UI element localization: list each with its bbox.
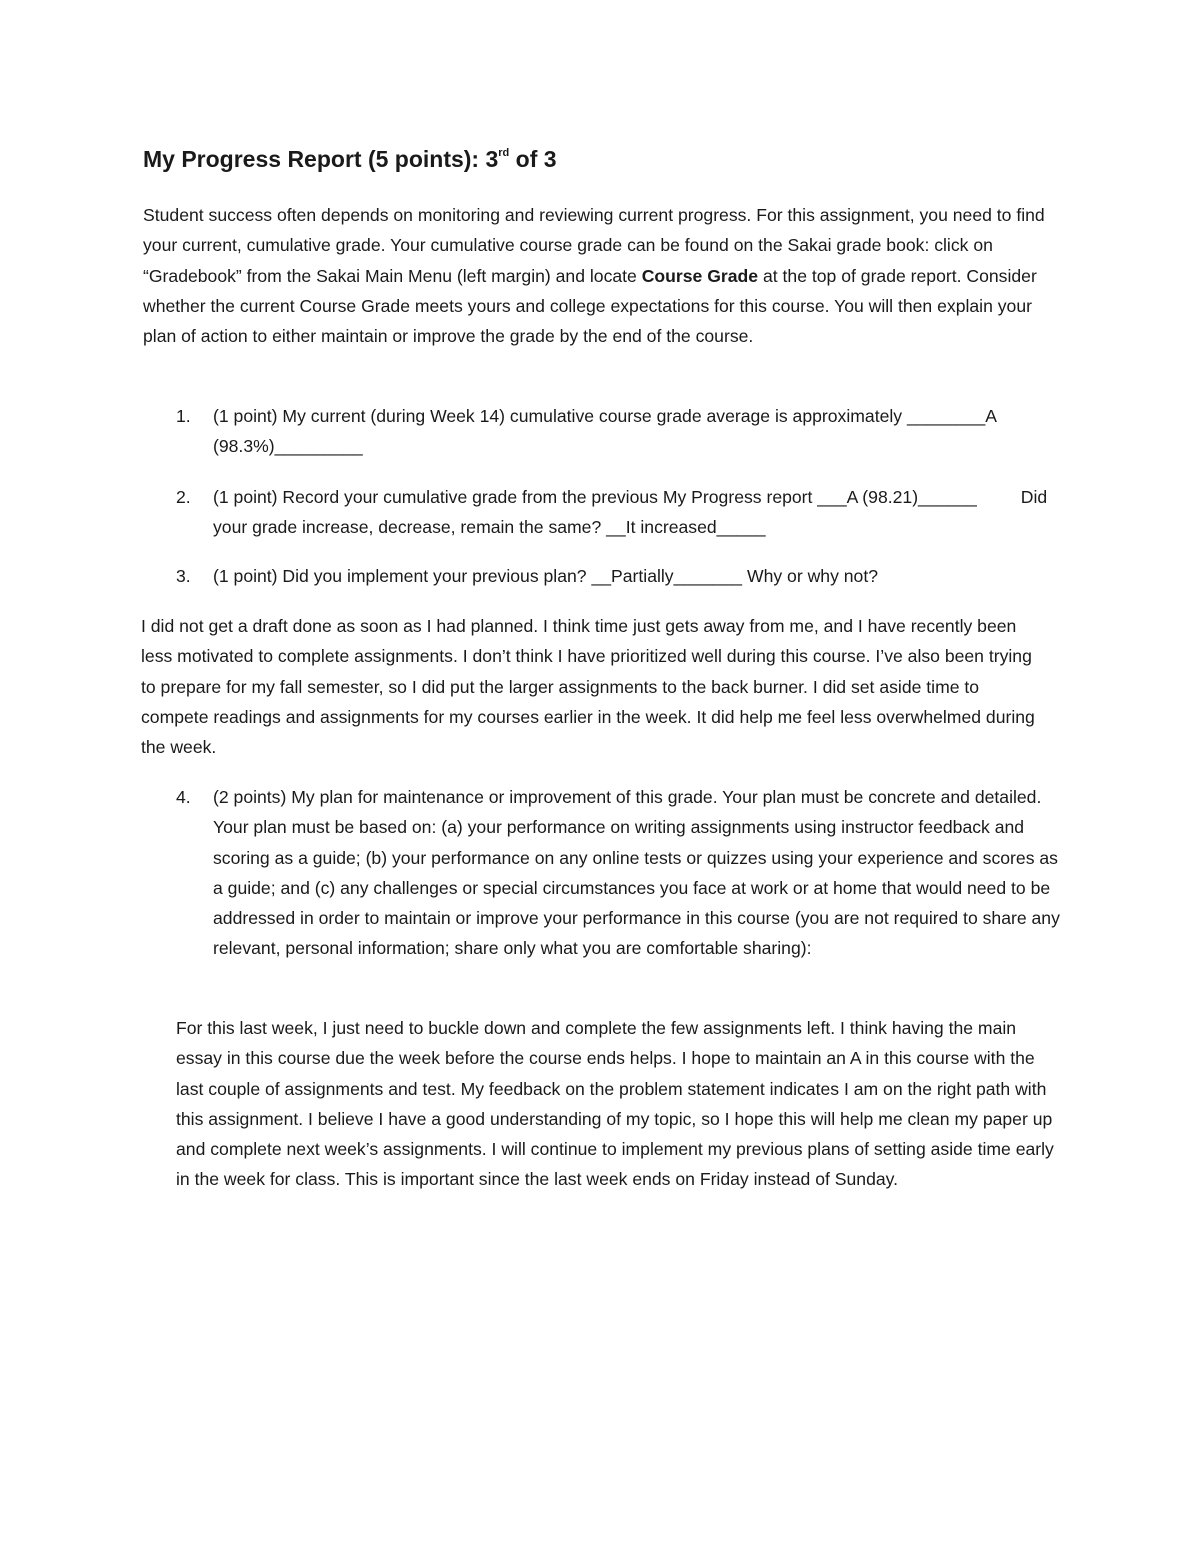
intro-text-2: at the top of grade report. Consider whether the current Course Grade meets yours and college expectations for this course. You will then explain your plan of action to either maintain or improve the grade by the end of the course. [143,265,1037,347]
intro-paragraph [143,200,1063,351]
list-item-text: (1 point) Did you implement your previous plan? __Partially_______ Why or why not? [213,566,879,586]
intro-text-1: Student success often depends on monitoring and reviewing current progress. For this assignment, you need to find your current, cumulative grade. Your cumulative course grade can be found on the Sakai grade book: click on “Gradebook” from the Sakai Main Menu (left margin) and locate [143,205,1045,286]
list-item-text-a: (1 point) Record your cumulative grade from the previous My Progress report ___A (98.21)______ [213,487,977,507]
intro-bold-course-grade: Course Grade [641,265,759,286]
list-item-number: 2. [176,487,191,507]
list-item-number: 4. [176,787,191,807]
list-item-text: (2 points) My plan for maintenance or improvement of this grade. Your plan must be concrete and detailed. Your plan must be based on: (a) your performance on writing assignments using instructor feedback and scoring as a guide; (b) your performance on any online tests or quizzes using your experience and scores as a guide; and (c) any challenges or special circumstances you face at work or at home that would need to be addressed in order to maintain or improve your performance in this course (you are not required to share any relevant, personal information; share only what you are comfortable sharing): [213,787,1060,959]
list-item-number: 3. [176,566,191,586]
response-paragraph-3: I did not get a draft done as soon as I had planned. I think time just gets away from me, and I have recently been less motivated to complete assignments. I don’t think I have prioritized well during this course. I’ve also been trying to prepare for my fall semester, so I did put the larger assignments to the back burner. I did set aside time to compete readings and assignments for my courses earlier in the week. It did help me feel less overwhelmed during the week. [141,616,1035,758]
title-main: My Progress Report (5 points): 3 [143,146,499,172]
list-item-number: 1. [176,406,191,426]
title-end: of 3 [509,146,557,172]
page-title [143,146,557,173]
response-paragraph-4: For this last week, I just need to buckle down and complete the few assignments left. I think having the main essay in this course due the week before the course ends helps. I hope to maintain an A in this course with the last couple of assignments and test. My feedback on the problem statement indicates I am on the right path with this assignment. I believe I have a good understanding of my topic, so I hope this will help me clean my paper up and complete next week’s assignments. I will continue to implement my previous plans of setting aside time early in the week for class. This is important since the last week ends on Friday instead of Sunday. [176,1018,1054,1190]
list-item-text: (1 point) My current (during Week 14) cumulative course grade average is approximately ________A (98.3%)_________ [213,406,997,457]
list-item-2 [176,482,1056,544]
list-item-text-b: Did your grade increase, decrease, remain the same? __It increased_____ [213,487,1048,538]
list-item-4 [176,782,1066,997]
list-item-text [213,482,1053,543]
title-superscript: rd [498,147,510,160]
list-item-3 [176,561,1056,593]
list-item-1 [176,401,1056,463]
